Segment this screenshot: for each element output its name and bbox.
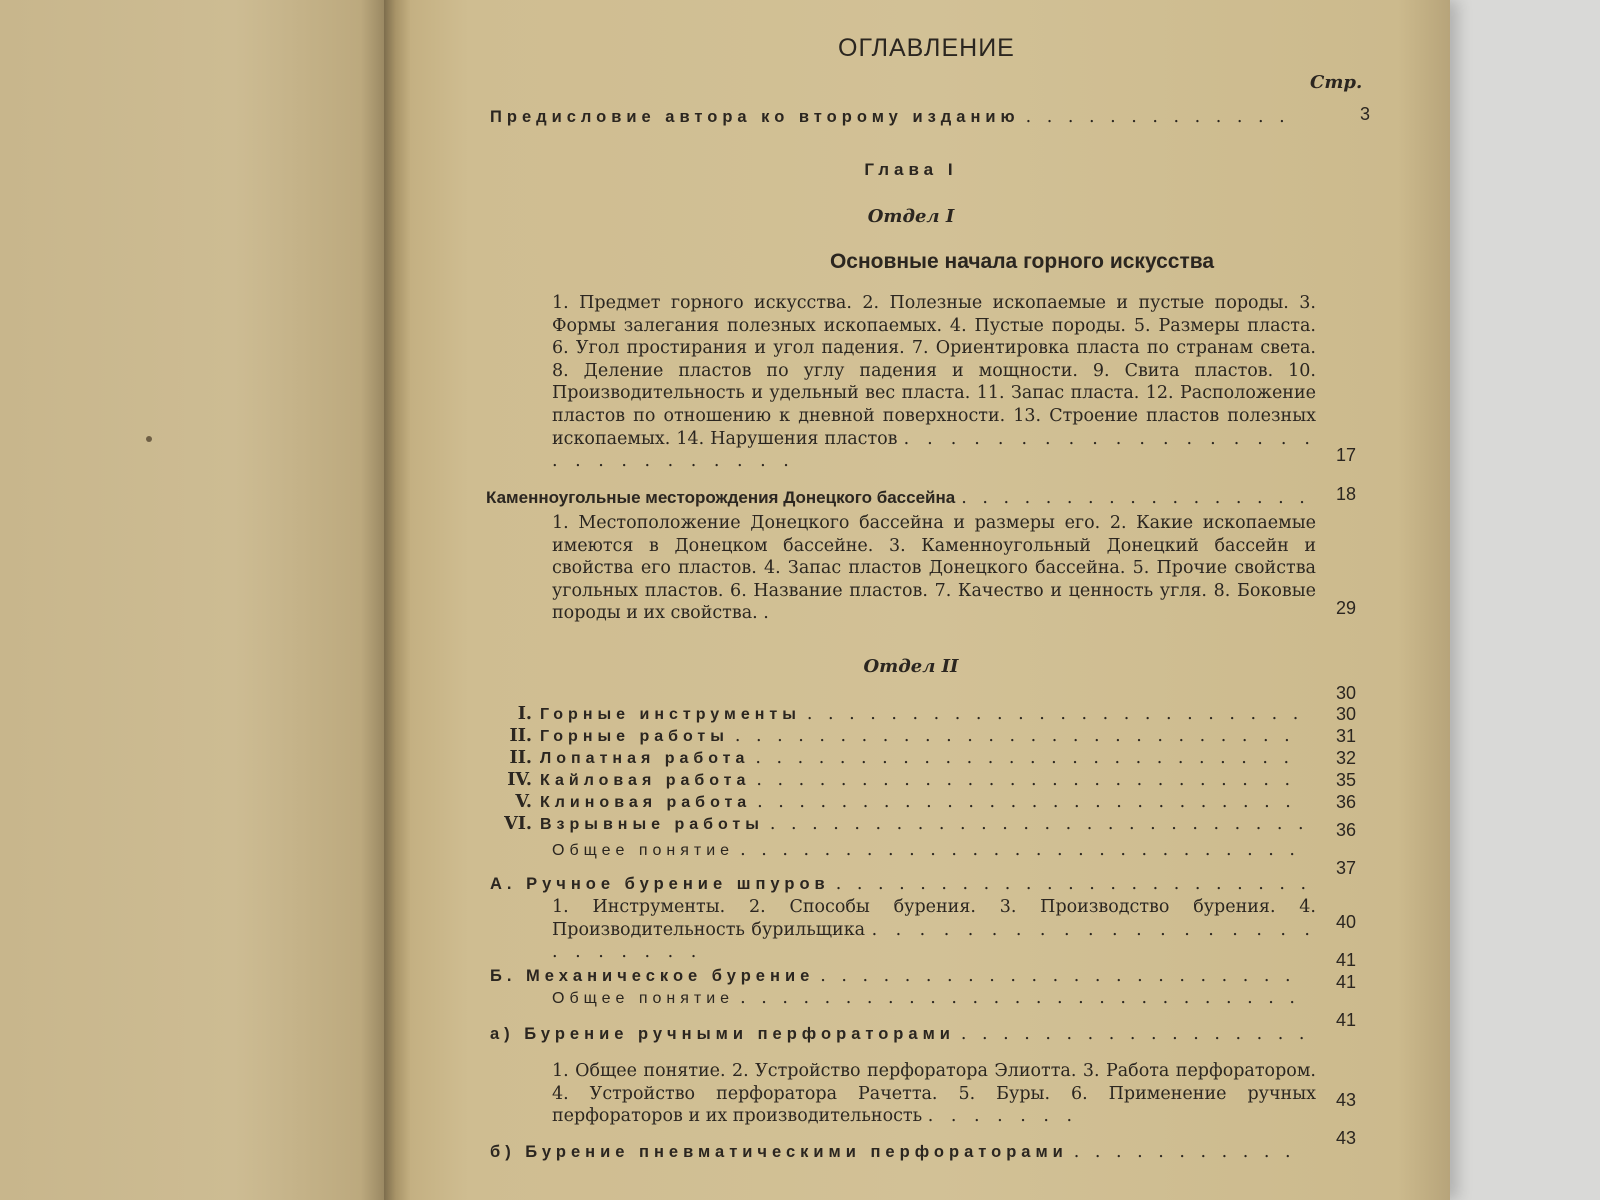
entry-page: 36 [1336,820,1357,840]
entry-page: 37 [1336,858,1357,878]
leader-dots [756,770,1306,790]
leader-dots [1026,107,1296,127]
section-paragraph-2: 1. Местоположение Донецкого бассейна и размеры его. 2. Какие ископаемые имеются в Донецком бассейне. 3. Каменноугольный Донецкий бассейн и свойства его пластов. 4. Запас пластов Донецкого бассейна. 5. Прочие свойства угольных пластов. 6. Название пластов. 7. Качество и ценность угля. 8. Боковые породы и их свойства. . [552,513,1316,624]
entry-number: I. [517,704,532,724]
entry-label: Клиновая работа [540,794,752,811]
leader-dots [1074,1142,1306,1162]
entry-page: 30 [1336,683,1357,703]
section-heading-1: Отдел I [867,206,955,227]
toc-entry [498,748,1306,768]
entry-label: Взрывные работы [540,816,764,833]
entry-page: 17 [1336,445,1357,465]
toc-entry-donetsk [486,488,1306,508]
entry-label: Каменноугольные месторождения Донецкого бассейна [486,488,956,507]
toc-entry [498,704,1306,724]
leader-dots [836,874,1306,894]
leader-dots [755,748,1306,768]
section-paragraph-4 [552,1060,1316,1128]
leader-dots [807,704,1306,724]
entry-page: 40 [1336,912,1357,932]
leader-dots [770,814,1306,834]
toc-entry-preface [490,107,1296,127]
entry-label: Горные работы [540,728,729,745]
toc-entry-hand-perforators [490,1024,1306,1044]
entry-label: Кайловая работа [540,772,751,789]
entry-label: Общее понятие [552,990,735,1007]
leader-dots [961,488,1306,508]
section-title-1: Основные начала горного искусства [829,250,1215,273]
leader-dots: . . . . . . . [927,1106,1079,1127]
entry-page: 18 [1336,484,1357,504]
toc-entry [498,792,1306,812]
toc-entry-pneumatic-perforators [490,1142,1306,1162]
paragraph-text: 1. Предмет горного искусства. 2. Полезные ископаемые и пустые породы. 3. Формы залегания полезных ископаемых. 4. Пустые породы. 5. Размеры пласта. 6. Угол простирания и угол падения. 7. Ориентировка пласта по странам света. 8. Деление пластов по углу падения и мощности. 9. Свита пластов. 10. Производительность и удельный вес пласта. 11. Запас пласта. 12. Расположение пластов по отношению к дневной поверхности. 13. Строение пластов полезных ископаемых. 14. Нарушения пластов [552,293,1316,449]
entry-page: 30 [1336,704,1357,724]
leader-dots [757,792,1306,812]
entry-label: б) Бурение пневматическими перфораторами [490,1143,1068,1161]
toc-entry [498,770,1306,790]
entry-label: Общее понятие [552,842,735,859]
entry-number: II. [509,726,532,746]
leader-dots [735,726,1306,746]
entry-page: 43 [1336,1128,1357,1148]
entry-label: А. Ручное бурение шпуров [490,875,830,893]
leader-dots [820,966,1306,986]
toc-entry [552,840,1306,860]
page-column-label: Стр. [1310,72,1363,93]
entry-number: V. [515,792,532,812]
toc-entry [552,988,1306,1008]
section-paragraph-1 [552,292,1316,473]
entry-page: 41 [1336,972,1357,992]
entry-number: VI. [504,814,532,834]
entry-label: Горные инструменты [540,706,801,723]
entry-page: 43 [1336,1090,1357,1110]
paragraph-text: 1. Инструменты. 2. Способы бурения. 3. Производство бурения. 4. Производительность бурильщика [552,897,1316,940]
entry-label: Лопатная работа [540,750,750,767]
toc-entry [498,814,1306,834]
entry-page: 41 [1336,1010,1357,1030]
entry-page: 3 [1360,104,1371,124]
leader-dots: . . . . . . . . . . . . . . . . . . . . . . . . . . [552,919,1316,963]
toc-entry [498,726,1306,746]
entry-page: 32 [1336,748,1357,768]
leader-dots [740,840,1306,860]
leader-dots [740,988,1306,1008]
toc-title: ОГЛАВЛЕНИЕ [838,34,1015,62]
entry-number: II. [509,748,532,768]
chapter-heading: Глава I [864,160,958,179]
section-heading-2: Отдел II [863,656,959,677]
entry-page: 35 [1336,770,1357,790]
entry-number: IV. [507,770,532,790]
entry-label: Предисловие автора ко второму изданию [490,108,1020,126]
entry-label: а) Бурение ручными перфораторами [490,1025,955,1043]
paragraph-text: 1. Общее понятие. 2. Устройство перфоратора Элиотта. 3. Работа перфоратором. 4. Устройство перфоратора Рачетта. 5. Буры. 6. Применение ручных перфораторов и их производительность [552,1061,1316,1127]
entry-page: 41 [1336,950,1357,970]
leader-dots: . . . . . . . . . . . . . . . . . . . . . . . . . . . . . [552,428,1316,472]
entry-page: 36 [1336,792,1357,812]
entry-page: 31 [1336,726,1357,746]
toc-entry-mechanical-drilling [490,966,1306,986]
section-paragraph-3 [552,896,1316,964]
toc-entry-manual-drilling [490,874,1306,894]
leader-dots [961,1024,1306,1044]
entry-page: 29 [1336,598,1357,618]
entry-label: Б. Механическое бурение [490,967,815,985]
